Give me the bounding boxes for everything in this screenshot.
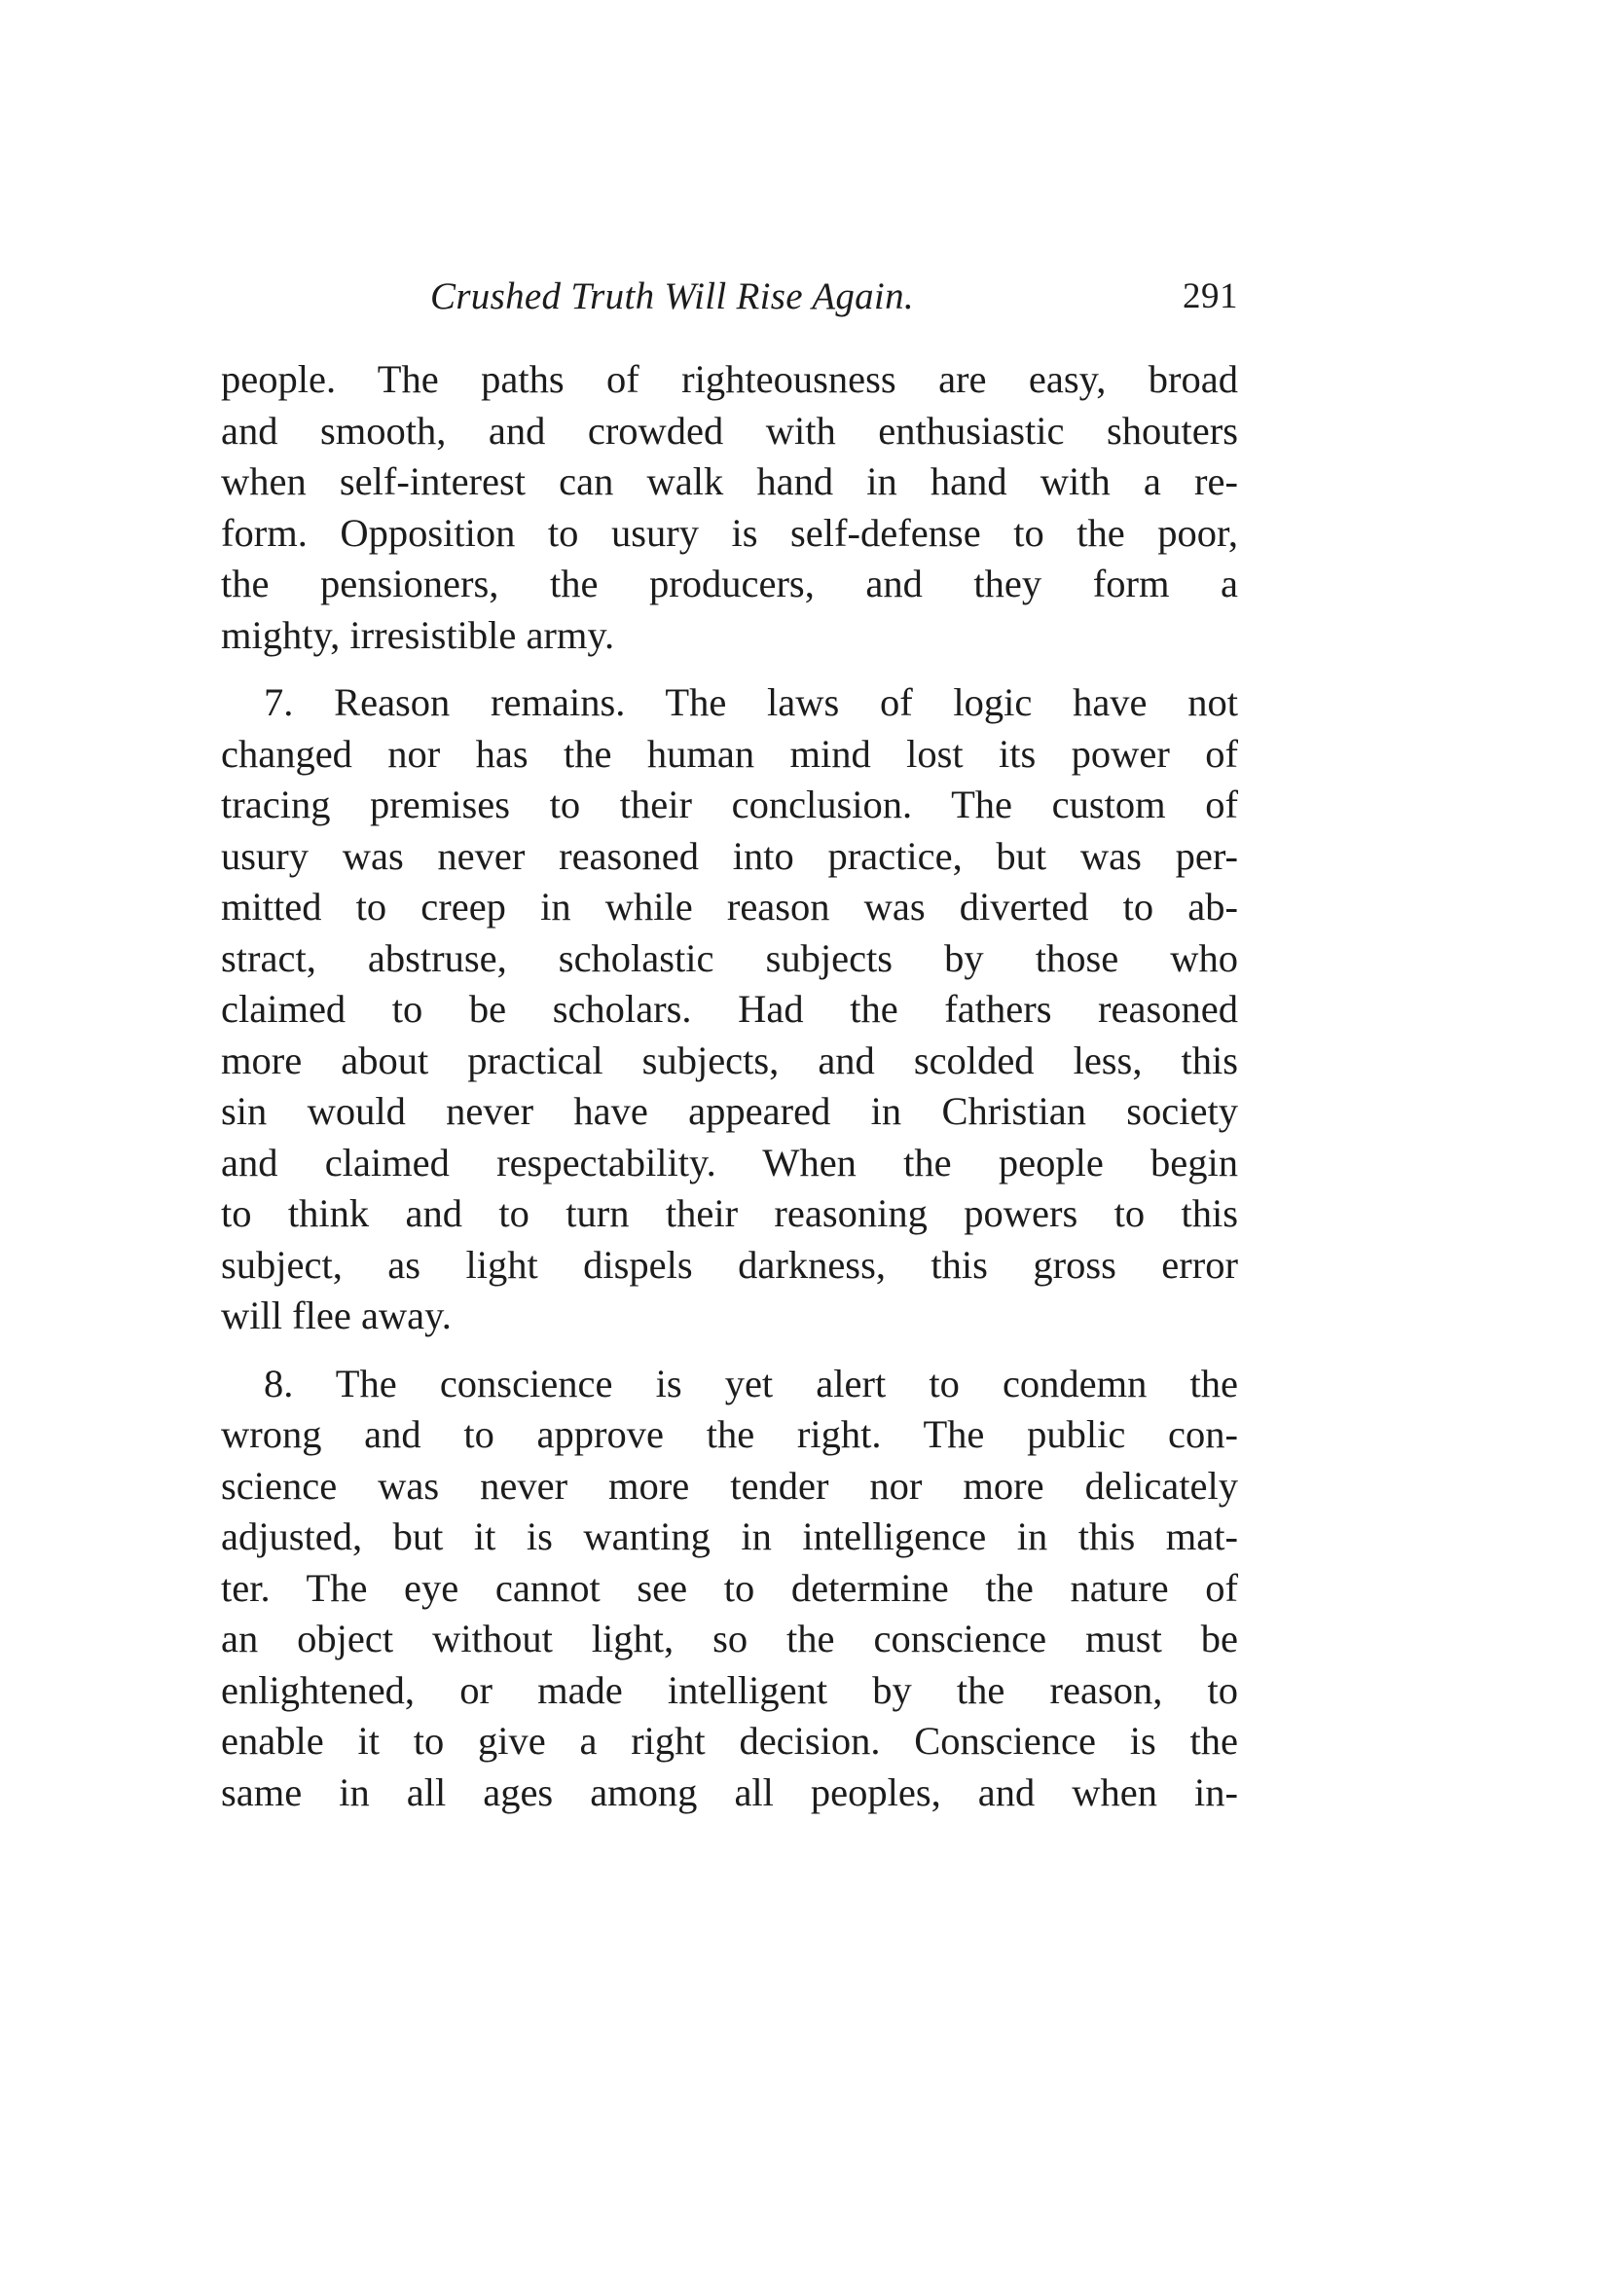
text-line: and claimed respectability. When the people begin [221,1140,1238,1184]
body-text [221,354,1238,1818]
page-number: 291 [1183,276,1238,316]
text-line: wrong and to approve the right. The public con- [221,1412,1238,1456]
text-line: ter. The eye cannot see to determine the nature of [221,1565,1238,1610]
paragraph-continuation [221,354,1238,661]
text-line: and smooth, and crowded with enthusiastic shouters [221,408,1238,453]
text-line: form. Opposition to usury is self-defense to the poor, [221,510,1238,555]
text-line: to think and to turn their reasoning powers to this [221,1191,1238,1235]
text-line: an object without light, so the conscience must be [221,1617,1238,1660]
text-line: subject, as light dispels darkness, this gross error [221,1242,1238,1287]
running-head [221,267,1238,327]
text-line: science was never more tender nor more delicately [221,1463,1238,1508]
text-line: stract, abstruse, scholastic subjects by those who [221,935,1238,980]
text-line: same in all ages among all peoples, and when in- [221,1769,1238,1814]
text-line: more about practical subjects, and scolded less, this [221,1038,1238,1082]
text-line: enlightened, or made intelligent by the reason, to [221,1667,1238,1712]
text-line: adjusted, but it is wanting in intelligence in this mat- [221,1514,1238,1558]
text-line: mitted to creep in while reason was diverted to ab- [221,885,1238,929]
running-title: Crushed Truth Will Rise Again. [430,275,914,317]
text-line: people. The paths of righteousness are easy, broad [221,357,1238,401]
text-line: enable it to give a right decision. Conscience is the [221,1719,1238,1763]
text-line: when self-interest can walk hand in hand with a re- [221,459,1238,503]
text-line: claimed to be scholars. Had the fathers reasoned [221,987,1238,1031]
text-line: tracing premises to their conclusion. The custom of [221,783,1238,826]
text-line: sin would never have appeared in Christian society [221,1089,1238,1133]
text-line: the pensioners, the producers, and they form a [221,562,1238,605]
text-line: mighty, irresistible army. [221,612,615,657]
text-line: 7. Reason remains. The laws of logic have not [264,680,1238,724]
paragraph-conscience [221,1359,1238,1819]
text-line: changed nor has the human mind lost its power of [221,731,1238,776]
text-line: will flee away. [221,1294,452,1337]
text-line: 8. The conscience is yet alert to condemn the [264,1361,1238,1405]
paragraph-reason-remains [221,677,1238,1342]
text-line: usury was never reasoned into practice, but was per- [221,833,1238,878]
